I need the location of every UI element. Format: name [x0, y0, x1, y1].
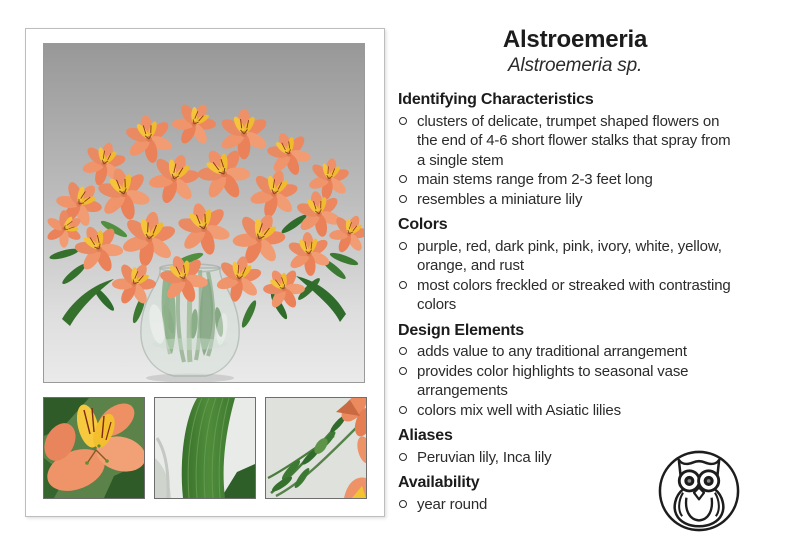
identifying-characteristics-list	[398, 112, 752, 210]
stem-closeup-photo	[265, 397, 367, 499]
section-heading-identifying-characteristics: Identifying Characteristics	[398, 91, 594, 109]
bullet-circle-icon	[399, 347, 407, 355]
page-title: Alstroemeria	[502, 26, 648, 53]
leaf-closeup-art	[155, 398, 255, 498]
list-item: clusters of delicate, trumpet shaped flowers on the end of 4-6 short flower stalks that spray from a single stem	[398, 112, 752, 171]
bouquet-photo-art	[44, 44, 364, 382]
list-item: purple, red, dark pink, pink, ivory, white, yellow, orange, and rust	[398, 237, 752, 276]
bullet-circle-icon	[399, 281, 407, 289]
owl-logo-art	[657, 449, 741, 533]
bullet-circle-icon	[399, 117, 407, 125]
flower-closeup-photo	[43, 397, 145, 499]
bullet-circle-icon	[399, 500, 407, 508]
section-heading-aliases: Aliases	[398, 427, 453, 445]
flower-closeup-art	[44, 398, 144, 498]
list-item: adds value to any traditional arrangement	[398, 342, 752, 362]
list-item: colors mix well with Asiatic lilies	[398, 401, 752, 421]
list-item: provides color highlights to seasonal vase arrangements	[398, 362, 752, 401]
owl-logo-icon	[657, 449, 741, 533]
bullet-circle-icon	[399, 367, 407, 375]
section-heading-design-elements: Design Elements	[398, 321, 524, 339]
list-item: most colors freckled or streaked with contrasting colors	[398, 276, 752, 315]
bullet-circle-icon	[399, 406, 407, 414]
photo-card	[25, 28, 385, 517]
bullet-circle-icon	[399, 453, 407, 461]
list-item: Peruvian lily, Inca lily	[398, 448, 752, 468]
bullet-circle-icon	[399, 242, 407, 250]
list-item: year round	[398, 495, 752, 515]
bullet-circle-icon	[399, 175, 407, 183]
scientific-name: Alstroemeria sp.	[507, 54, 643, 76]
list-item: resembles a miniature lily	[398, 190, 752, 210]
colors-list	[398, 237, 752, 315]
stem-closeup-art	[266, 398, 366, 498]
section-heading-availability: Availability	[398, 474, 480, 492]
leaf-closeup-photo	[154, 397, 256, 499]
list-item: main stems range from 2-3 feet long	[398, 170, 752, 190]
section-heading-colors: Colors	[398, 216, 448, 234]
design-elements-list	[398, 342, 752, 420]
info-column	[398, 0, 752, 514]
bouquet-photo	[43, 43, 365, 383]
bullet-circle-icon	[399, 195, 407, 203]
